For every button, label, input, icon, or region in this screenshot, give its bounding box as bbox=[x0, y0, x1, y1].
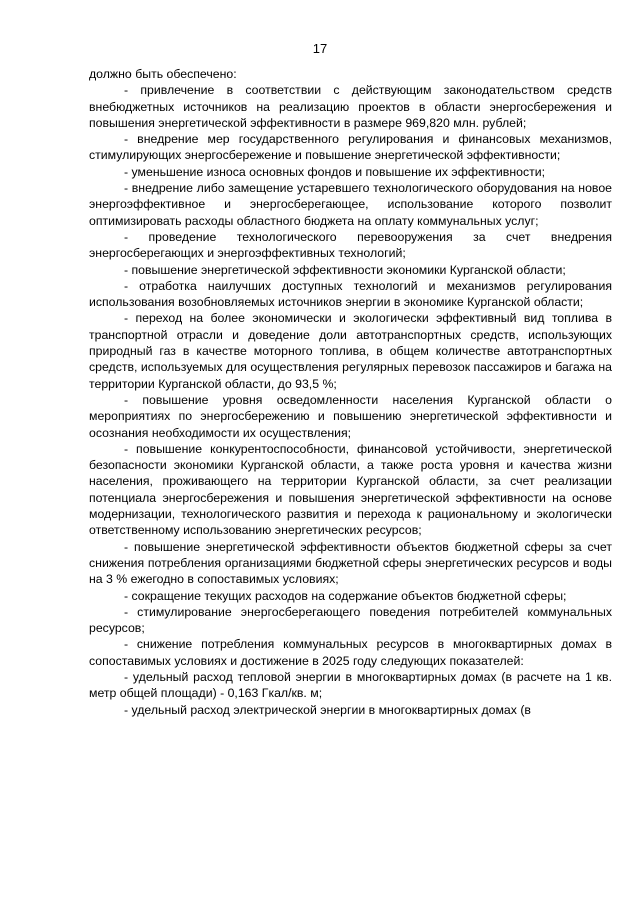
list-item-public-awareness: - повышение уровня осведомленности населения Курганской области о мероприятиях по энергосбережению и повышению энергетической эффективности и осознания необходимости их осуществления; bbox=[89, 392, 612, 440]
list-item-competitiveness: - повышение конкурентоспособности, финансовой устойчивости, энергетической безопасности экономики Курганской области, а также роста уровня и качества жизни населения, проживающего на территории Курганской области, за счет реализации потенциала энергосбережения и повышения энергетической эффективности на основе модернизации, технологического развития и перехода к рациональному и экологически ответственному использованию энергетических ресурсов; bbox=[89, 441, 612, 538]
list-item-technological-reequipment: - проведение технологического перевооружения за счет внедрения энергосберегающих и энергоэффективных технологий; bbox=[89, 229, 612, 261]
list-item-state-regulation: - внедрение мер государственного регулирования и финансовых механизмов, стимулирующих энергосбережение и повышение энергетической эффективности; bbox=[89, 132, 612, 163]
list-item-heat-energy-rate: - удельный расход тепловой энергии в многоквартирных домах (в расчете на 1 кв. метр общей площади) - 0,163 Гкал/кв. м; bbox=[89, 669, 612, 701]
list-item-economy-efficiency: - повышение энергетической эффективности экономики Курганской области; bbox=[124, 262, 566, 277]
list-item-equipment-replacement: - внедрение либо замещение устаревшего технологического оборудования на новое энергоэффективное и энергосберегающее, использование которого позволит оптимизировать расходы областного бюджета на оплату коммунальных услуг; bbox=[89, 181, 612, 228]
paragraph-intro: должно быть обеспечено: bbox=[89, 67, 237, 81]
list-item-extrabudgetary-funds: - привлечение в соответствии с действующим законодательством средств внебюджетных источников на реализацию проектов в области энергосбережения и повышения энергетической эффективности в размере 969,820 млн. рублей; bbox=[89, 83, 612, 130]
list-item-fixed-assets: - уменьшение износа основных фондов и повышение их эффективности; bbox=[124, 164, 546, 179]
list-item-budget-sphere-efficiency: - повышение энергетической эффективности объектов бюджетной сферы за счет снижения потребления организациями бюджетной сферы энергетических ресурсов и воды на 3 % ежегодно в сопоставимых условиях; bbox=[89, 539, 612, 587]
body-text bbox=[89, 66, 612, 718]
page-number: 17 bbox=[312, 41, 328, 56]
list-item-expense-reduction: - сокращение текущих расходов на содержание объектов бюджетной сферы; bbox=[124, 588, 567, 603]
list-item-consumption-reduction: - снижение потребления коммунальных ресурсов в многоквартирных домах в сопоставимых условиях и достижение в 2025 году следующих показателей: bbox=[89, 637, 612, 668]
list-item-electric-energy-rate: - удельный расход электрической энергии в многоквартирных домах (в bbox=[124, 702, 531, 717]
list-item-transport-fuel: - переход на более экономически и экологически эффективный вид топлива в транспортной отрасли и доведение доли автотранспортных средств, использующих природный газ в качестве моторного топлива, в общем количестве автотранспортных средств, используемых для осуществления регулярных перевозок пассажиров и багажа на территории Курганской области, до 93,5 %; bbox=[89, 311, 612, 391]
list-item-consumer-behavior: - стимулирование энергосберегающего поведения потребителей коммунальных ресурсов; bbox=[89, 604, 612, 636]
list-item-renewable-technologies: - отработка наилучших доступных технологий и механизмов регулирования использования возобновляемых источников энергии в экономике Курганской области; bbox=[89, 278, 612, 310]
